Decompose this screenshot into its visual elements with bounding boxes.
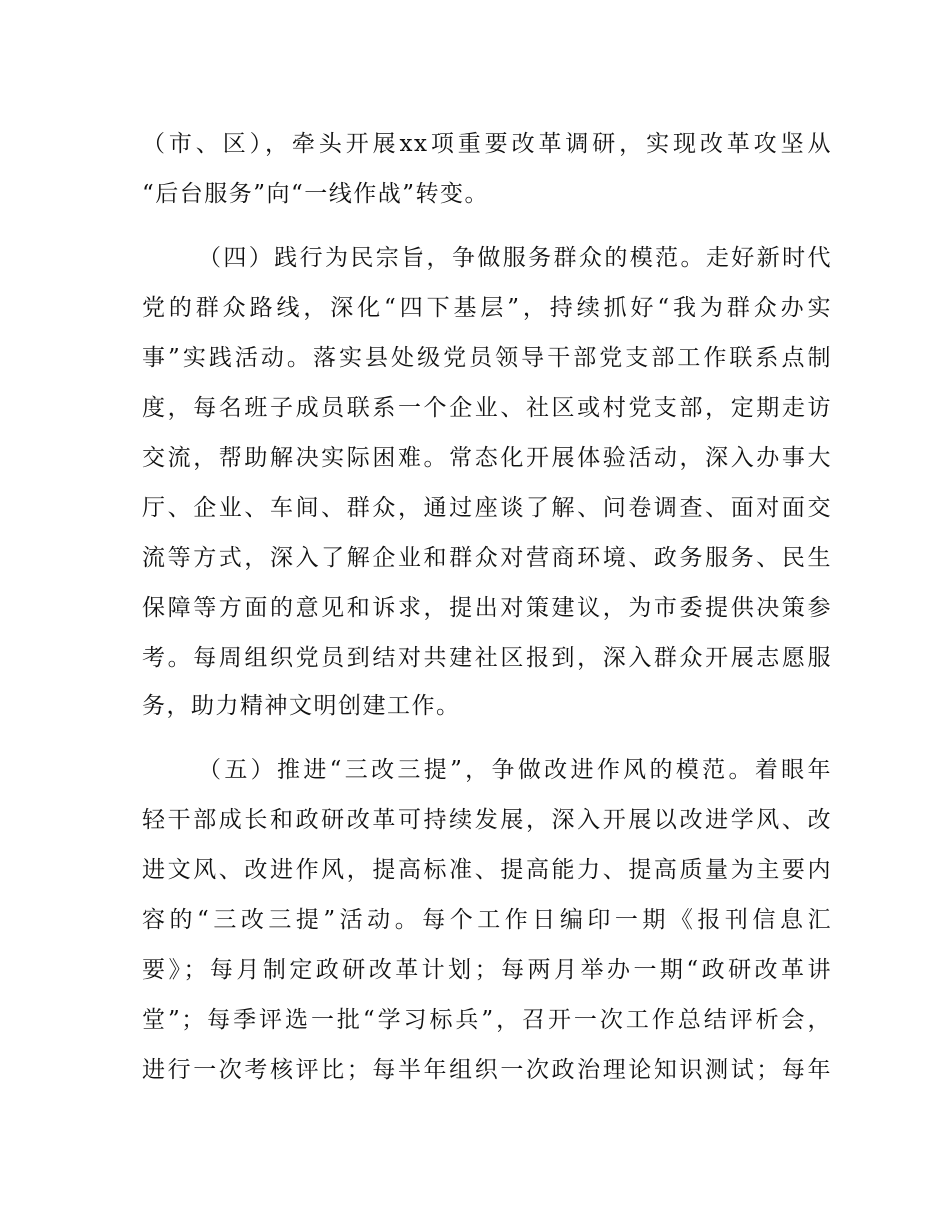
- paragraph-2-line-8: 保障等方面的意见和诉求，提出对策建议，为市委提供决策参: [142, 595, 832, 621]
- paragraph-3-line-5: 要》；每月制定政研改革计划；每两月举办一期“政研改革讲: [142, 957, 832, 983]
- paragraph-2-line-10: 务，助力精神文明创建工作。: [142, 693, 461, 719]
- paragraph-3-line-7: 进行一次考核评比；每半年组织一次政治理论知识测试；每年: [142, 1057, 832, 1083]
- paragraph-3-line-4: 容的“三改三提”活动。每个工作日编印一期《报刊信息汇: [142, 907, 832, 933]
- paragraph-2-line-7: 流等方式，深入了解企业和群众对营商环境、政务服务、民生: [142, 545, 832, 571]
- paragraph-3-line-1: （五）推进“三改三提”，争做改进作风的模范。着眼年: [198, 757, 832, 783]
- paragraph-2-line-2: 党的群众路线，深化“四下基层”，持续抓好“我为群众办实: [142, 295, 832, 321]
- paragraph-3-line-6: 堂”；每季评选一批“学习标兵”，召开一次工作总结评析会，: [142, 1007, 832, 1033]
- paragraph-2-line-3: 事”实践活动。落实县处级党员领导干部党支部工作联系点制: [142, 345, 832, 371]
- paragraph-2-line-6: 厅、企业、车间、群众，通过座谈了解、问卷调查、面对面交: [142, 495, 832, 521]
- paragraph-3-line-3: 进文风、改进作风，提高标准、提高能力、提高质量为主要内: [142, 857, 832, 883]
- paragraph-1-line-2: “后台服务”向“一线作战”转变。: [142, 181, 490, 207]
- paragraph-2-line-4: 度，每名班子成员联系一个企业、社区或村党支部，定期走访: [142, 395, 832, 421]
- paragraph-2-line-1: （四）践行为民宗旨，争做服务群众的模范。走好新时代: [198, 245, 832, 271]
- paragraph-1-line-1: （市、区），牵头开展xx项重要改革调研，实现改革攻坚从: [142, 131, 832, 157]
- paragraph-2-line-5: 交流，帮助解决实际困难。常态化开展体验活动，深入办事大: [142, 445, 832, 471]
- paragraph-2-line-9: 考。每周组织党员到结对共建社区报到，深入群众开展志愿服: [142, 645, 832, 671]
- paragraph-3-line-2: 轻干部成长和政研改革可持续发展，深入开展以改进学风、改: [142, 807, 832, 833]
